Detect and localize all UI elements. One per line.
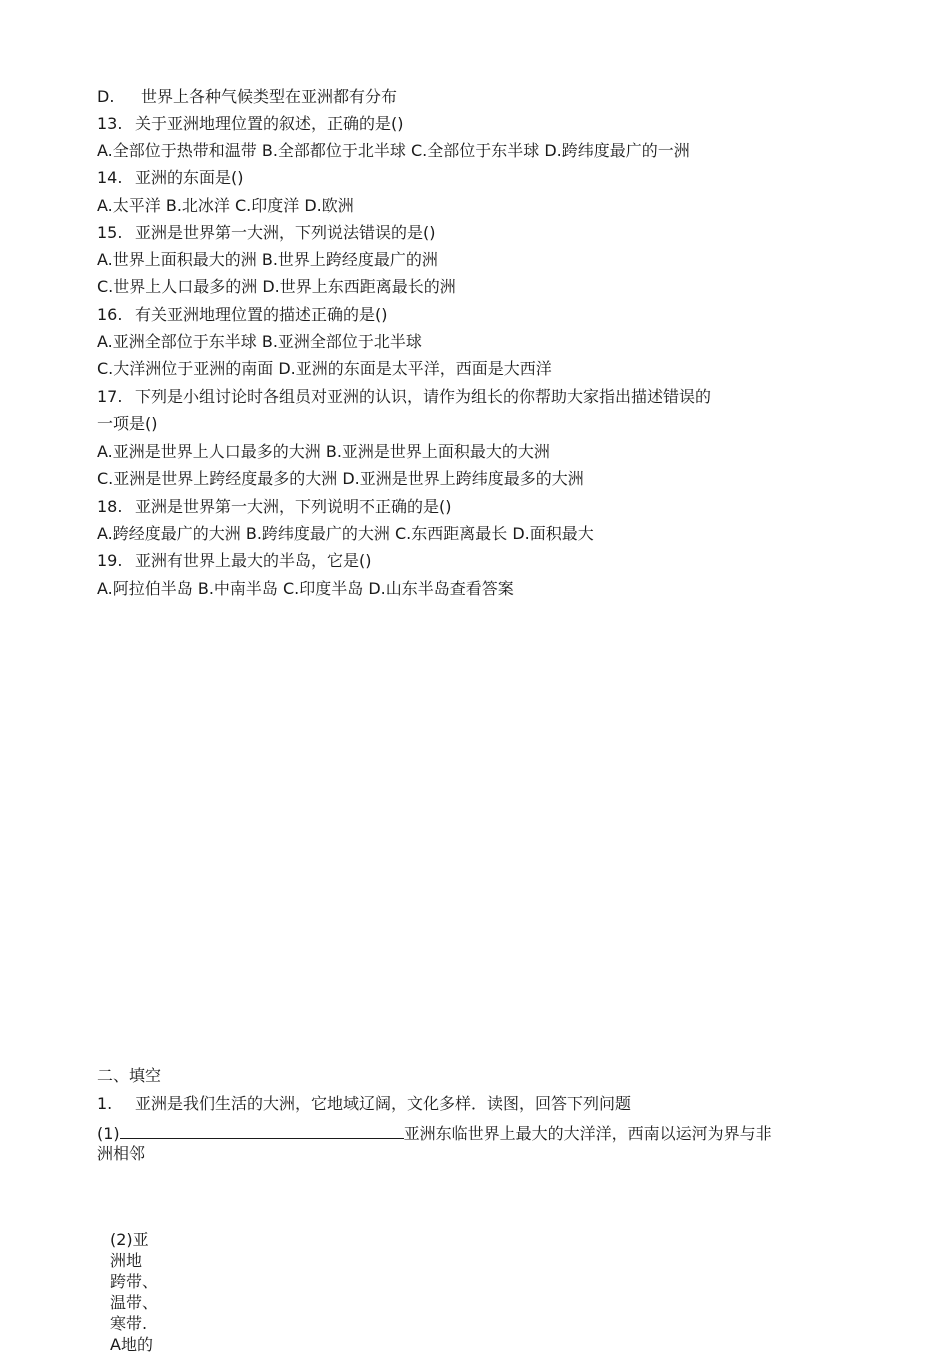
- question-text: 亚洲是我们生活的大洲，它地域辽阔，文化多样．读图，回答下列问题: [135, 1094, 632, 1113]
- option-label: D.: [97, 87, 115, 106]
- option-d-line: [97, 87, 397, 107]
- question-19-stem: [97, 551, 372, 571]
- part-2-line: 寒带.: [110, 1314, 148, 1333]
- part-2-line: 跨带、: [110, 1272, 159, 1291]
- question-17-stem: [97, 387, 711, 407]
- part-text: 亚洲东临世界上最大的大洋洋，西南以运河为界与非: [403, 1124, 772, 1143]
- part-2-line: 洲地: [110, 1251, 143, 1270]
- part-2-line: 温带、: [110, 1293, 159, 1312]
- question-17-stem-continued: 一项是(): [97, 414, 158, 433]
- question-18-stem: [97, 497, 452, 517]
- question-17-options-1: A.亚洲是世界上人口最多的大洲 B.亚洲是世界上面积最大的大洲: [97, 442, 550, 461]
- question-14-options: A.太平洋 B.北冰洋 C.印度洋 D.欧洲: [97, 196, 354, 215]
- answer-blank[interactable]: [120, 1122, 404, 1139]
- question-text: 亚洲是世界第一大洲，下列说明不正确的是(): [135, 497, 452, 516]
- question-text: 亚洲的东面是(): [135, 168, 244, 187]
- fill-part-1: [97, 1122, 772, 1144]
- question-text: 有关亚洲地理位置的描述正确的是(): [135, 305, 388, 324]
- question-text: 亚洲有世界上最大的半岛，它是(): [135, 551, 372, 570]
- part-label: (1): [97, 1124, 120, 1143]
- question-16-options-1: A.亚洲全部位于东半球 B.亚洲全部位于北半球: [97, 332, 422, 351]
- question-number: 14.: [97, 168, 123, 187]
- question-15-options-2: C.世界上人口最多的洲 D.世界上东西距离最长的洲: [97, 277, 456, 296]
- question-19-options: A.阿拉伯半岛 B.中南半岛 C.印度半岛 D.山东半岛查看答案: [97, 579, 514, 598]
- question-number: 18.: [97, 497, 123, 516]
- option-text: 世界上各种气候类型在亚洲都有分布: [141, 87, 398, 106]
- question-16-stem: [97, 305, 388, 325]
- question-17-options-2: C.亚洲是世界上跨经度最多的大洲 D.亚洲是世界上跨纬度最多的大洲: [97, 469, 584, 488]
- question-number: 13.: [97, 114, 123, 133]
- part-2-line: (2)亚: [110, 1230, 149, 1249]
- question-13-options: A.全部位于热带和温带 B.全部都位于北半球 C.全部位于东半球 D.跨纬度最广的一洲: [97, 141, 690, 160]
- question-18-options: A.跨经度最广的大洲 B.跨纬度最广的大洲 C.东西距离最长 D.面积最大: [97, 524, 594, 543]
- question-number: 15.: [97, 223, 123, 242]
- part-2-line: A地的: [110, 1335, 153, 1354]
- question-15-stem: [97, 223, 436, 243]
- question-number: 1.: [97, 1094, 113, 1113]
- question-16-options-2: C.大洋洲位于亚洲的南面 D.亚洲的东面是太平洋，西面是大西洋: [97, 359, 552, 378]
- fill-question-1-stem: [97, 1094, 631, 1114]
- question-13-stem: [97, 114, 404, 134]
- question-text: 关于亚洲地理位置的叙述，正确的是(): [135, 114, 404, 133]
- fill-part-1-continued: 洲相邻: [97, 1144, 146, 1163]
- question-number: 17.: [97, 387, 123, 406]
- fill-part-2-column: [110, 1229, 158, 1355]
- question-text: 下列是小组讨论时各组员对亚洲的认识，请作为组长的你帮助大家指出描述错误的: [135, 387, 712, 406]
- question-text: 亚洲是世界第一大洲，下列说法错误的是(): [135, 223, 436, 242]
- question-15-options-1: A.世界上面积最大的洲 B.世界上跨经度最广的洲: [97, 250, 438, 269]
- question-number: 16.: [97, 305, 123, 324]
- section-heading-fill: 二、填空: [97, 1066, 162, 1085]
- question-number: 19.: [97, 551, 123, 570]
- question-14-stem: [97, 168, 244, 188]
